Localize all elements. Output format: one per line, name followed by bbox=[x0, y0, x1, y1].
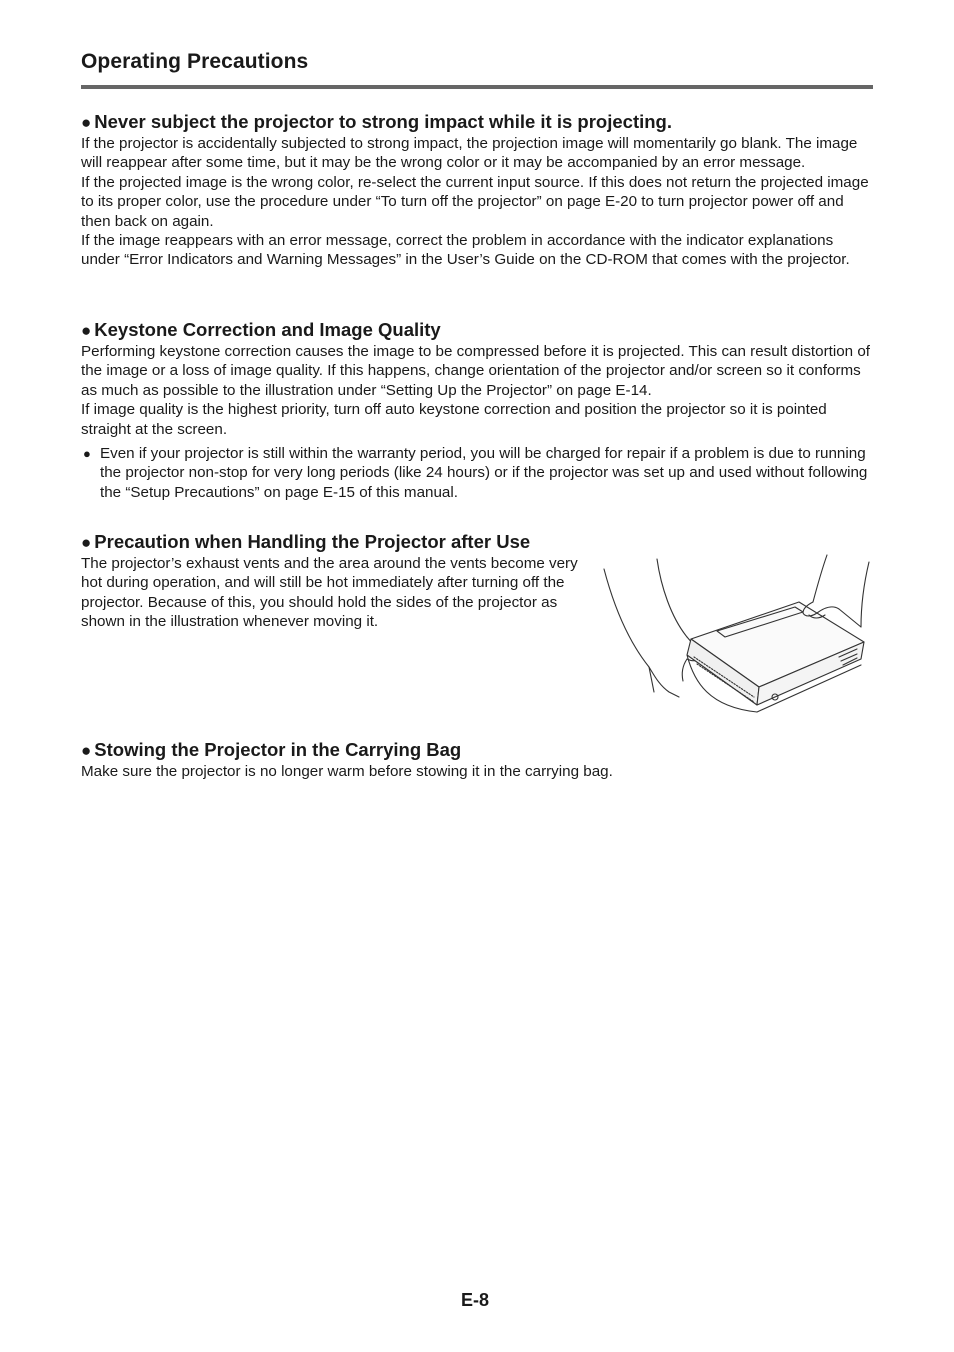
bullet-icon: ● bbox=[81, 321, 92, 340]
bullet-icon: ● bbox=[81, 741, 92, 760]
paragraph: If the image reappears with an error message, correct the problem in accordance with the indicator explanations under “Error Indicators and Warning Messages” in the User’s Guide on the CD-ROM that comes with the projector. bbox=[81, 232, 850, 269]
bullet-icon: ● bbox=[83, 446, 91, 462]
section-keystone bbox=[81, 319, 873, 502]
section-stowing bbox=[81, 739, 873, 781]
section-title-text: Never subject the projector to strong impact while it is projecting. bbox=[94, 111, 672, 132]
section-title bbox=[81, 739, 873, 762]
hands-holding-projector-illustration bbox=[599, 547, 871, 715]
section-title-text: Precaution when Handling the Projector after Use bbox=[94, 531, 531, 552]
bullet-icon: ● bbox=[81, 113, 92, 132]
list-item-text: Even if your projector is still within the warranty period, you will be charged for repair if a problem is due to running the projector non-stop for very long periods (like 24 hours) or if the projector was set up and used without following the “Setup Precautions” on page E-15 of this manual. bbox=[100, 445, 868, 501]
section-handling bbox=[81, 531, 873, 632]
header-divider bbox=[81, 85, 873, 89]
paragraph: If the projected image is the wrong color, re-select the current input source. If this does not return the projected image to its proper color, use the procedure under “To turn off the projector” on page E-20 to turn projector power off and then back on again. bbox=[81, 173, 869, 230]
page-number: E-8 bbox=[461, 1290, 490, 1310]
section-title-text: Stowing the Projector in the Carrying Bag bbox=[94, 739, 462, 760]
paragraph: If image quality is the highest priority, turn off auto keystone correction and position the projector so it is pointed straight at the screen. bbox=[81, 401, 827, 438]
paragraph: The projector’s exhaust vents and the area around the vents become very hot during operation, and will still be hot immediately after turning off the projector. Because of this, you should hold the sides of the projector as shown in the illustration whenever moving it. bbox=[81, 555, 578, 631]
paragraph: If the projector is accidentally subjected to strong impact, the projection image will momentarily go blank. The image will reappear after some time, but it may be the wrong color or it may be accompanied by an error message. bbox=[81, 135, 858, 172]
paragraph: Performing keystone correction causes the image to be compressed before it is projected. This can result distortion of the image or a loss of image quality. If this happens, change orientation of the projector and/or screen so it conforms as much as possible to the illustration under “Setting Up the Projector” on page E-14. bbox=[81, 343, 871, 399]
bullet-icon: ● bbox=[81, 533, 92, 552]
section-title bbox=[81, 319, 873, 342]
list-item bbox=[81, 444, 873, 502]
paragraph: Make sure the projector is no longer warm before stowing it in the carrying bag. bbox=[81, 763, 613, 780]
section-title-text: Keystone Correction and Image Quality bbox=[94, 319, 441, 340]
section-title bbox=[81, 111, 873, 134]
section-impact bbox=[81, 111, 873, 270]
page-title: Operating Precautions bbox=[81, 50, 309, 73]
